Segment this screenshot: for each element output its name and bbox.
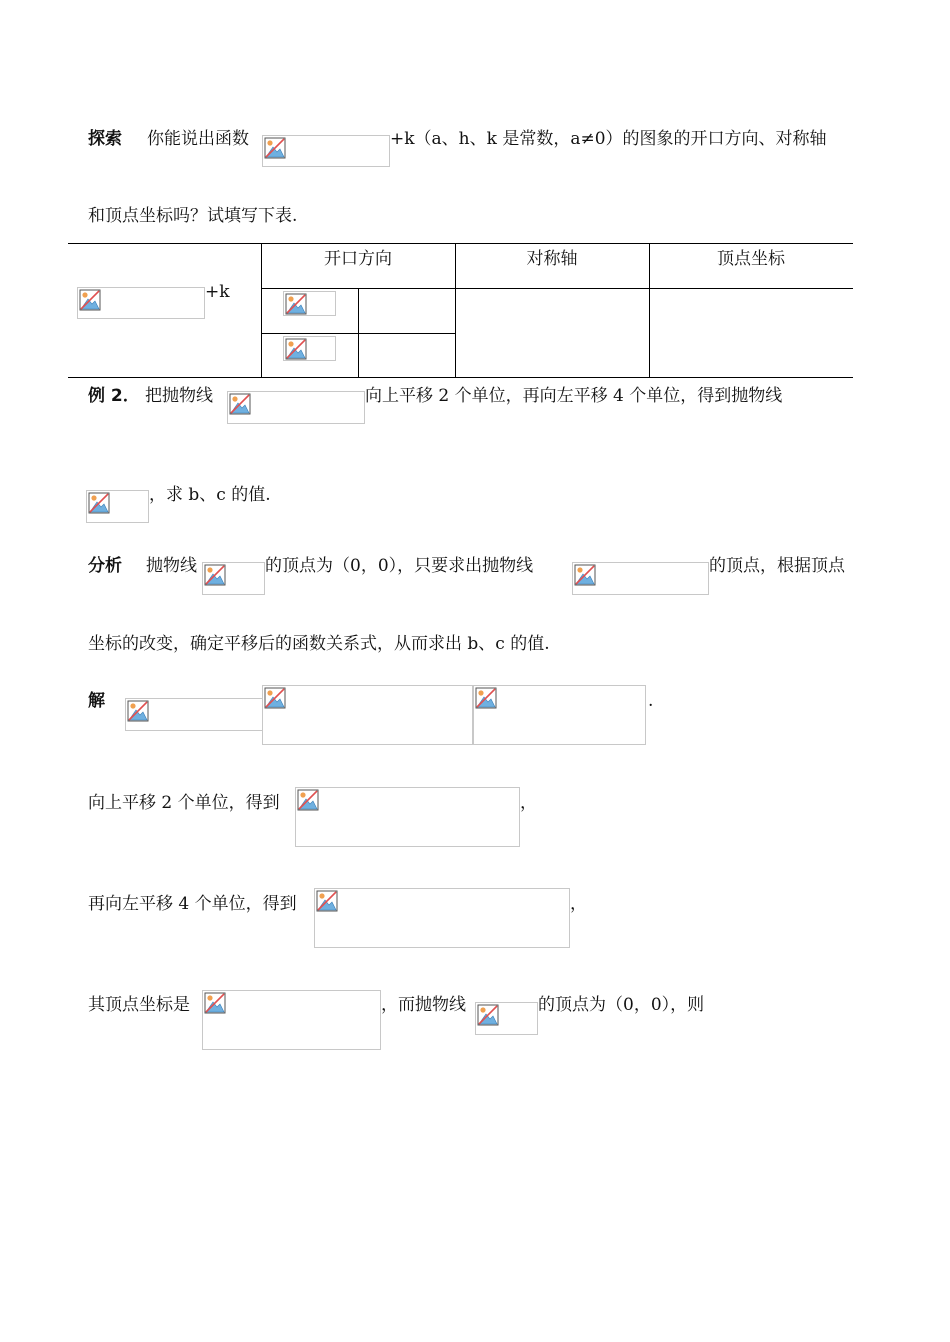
analysis-text-3: 的顶点，根据顶点 [709,556,845,576]
header-vertex-coordinates: 顶点坐标 [717,249,785,269]
formula-image [86,490,149,523]
solution-comma-1: ， [520,793,537,813]
solution-line-4b: ，而抛物线 [381,995,466,1015]
solution-line-3: 再向左平移 4 个单位，得到 [88,894,297,914]
example-text-2: 向上平移 2 个单位，再向左平移 4 个单位，得到抛物线 [365,386,783,406]
analysis-text-4: 坐标的改变，确定平移后的函数关系式，从而求出 b、c 的值. [88,634,550,654]
solution-line-4c: 的顶点为（0，0），则 [538,995,705,1015]
formula-image [283,291,336,316]
formula-image [202,990,381,1050]
example-label: 例 2． [88,386,140,406]
formula-image [125,698,263,731]
explore-text-1: 你能说出函数 [147,129,249,149]
formula-image [227,391,365,424]
formula-image [202,562,265,595]
example-text-3: ，求 b、c 的值. [149,485,271,505]
formula-image [77,287,205,319]
formula-image [473,685,646,745]
solution-label: 解 [88,691,105,711]
formula-image [295,787,520,847]
example-text-1: 把抛物线 [145,386,213,406]
formula-image [475,1002,538,1035]
analysis-text-1: 抛物线 [146,556,197,576]
explore-text-2: +k（a、h、k 是常数，a≠0）的图象的开口方向、对称轴 [390,129,827,149]
row-label-suffix: +k [205,282,230,302]
analysis-label: 分析 [88,556,122,576]
formula-image [262,135,390,167]
analysis-text-2: 的顶点为（0，0），只要求出抛物线 [265,556,534,576]
solution-line-4a: 其顶点坐标是 [88,995,190,1015]
solution-end-period: . [648,691,654,711]
solution-comma-2: ， [570,894,587,914]
formula-image [262,685,473,745]
formula-image [314,888,570,948]
header-opening-direction: 开口方向 [324,249,392,269]
formula-image [572,562,709,595]
explore-text-3: 和顶点坐标吗？试填写下表. [88,206,298,226]
header-axis-of-symmetry: 对称轴 [526,249,578,269]
solution-line-2: 向上平移 2 个单位，得到 [88,793,280,813]
formula-image [283,336,336,361]
explore-label: 探索 [88,129,122,149]
